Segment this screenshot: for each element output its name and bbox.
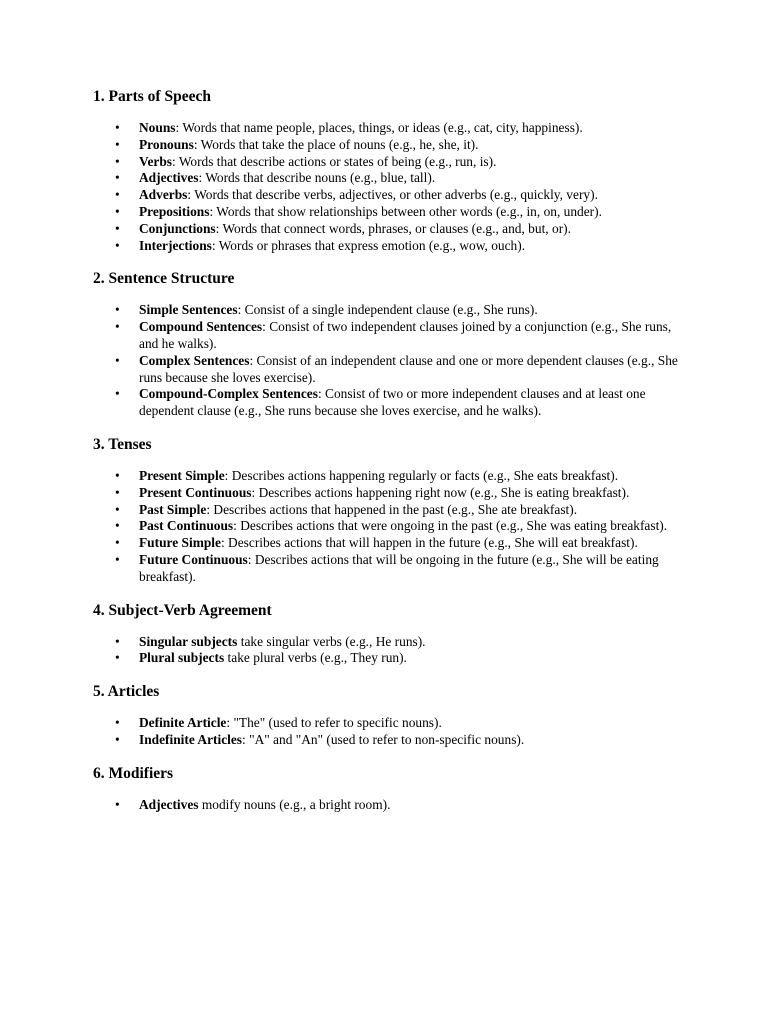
bullet-icon: •: [115, 352, 120, 368]
list-item: [115, 796, 683, 814]
list-item: [115, 650, 683, 667]
bullet-icon: •: [115, 136, 120, 152]
separator: :: [220, 535, 229, 551]
separator: :: [206, 501, 214, 517]
bullet-icon: •: [115, 220, 120, 236]
list-item: [115, 633, 683, 651]
section-sentence-structure: [93, 268, 683, 420]
term: Present Continuous: [139, 484, 252, 500]
definition: Describes actions that happened in the past (e.g., She ate breakfast).: [213, 501, 578, 517]
separator: :: [262, 319, 270, 335]
bullet-list: [93, 120, 683, 254]
definition: Consist of two or more independent clauses and at least one dependent clause (e.g., She runs because she loves exercise, and he walks).: [139, 386, 646, 419]
bullet-icon: •: [115, 633, 120, 649]
separator: :: [242, 731, 250, 747]
separator: :: [193, 136, 201, 152]
list-item: [115, 352, 683, 387]
list-item: [115, 535, 683, 552]
bullet-icon: •: [115, 650, 120, 666]
separator: :: [224, 467, 232, 483]
term: Definite Article: [139, 715, 227, 731]
bullet-list: [93, 634, 683, 668]
section-articles: [93, 681, 683, 749]
list-item: [115, 731, 683, 749]
bullet-icon: •: [115, 501, 120, 517]
bullet-icon: •: [115, 715, 120, 731]
section-heading: 5. Articles: [93, 683, 160, 701]
list-item: [115, 120, 683, 137]
term: Indefinite Articles: [139, 731, 243, 747]
definition: Words that describe nouns (e.g., blue, tall).: [205, 170, 436, 186]
bullet-icon: •: [115, 302, 120, 318]
list-item: [115, 484, 683, 502]
list-item: [115, 203, 683, 221]
definition: Words that take the place of nouns (e.g., he, she, it).: [200, 136, 479, 152]
definition: take singular verbs (e.g., He runs).: [240, 633, 426, 649]
definition: "The" (used to refer to specific nouns).: [233, 715, 442, 731]
bullet-icon: •: [115, 203, 120, 219]
definition: Consist of a single independent clause (e.g., She runs).: [244, 302, 538, 318]
definition: Describes actions that will happen in the future (e.g., She will eat breakfast).: [228, 535, 638, 551]
list-item: [115, 136, 683, 154]
definition: Describes actions happening regularly or facts (e.g., She eats breakfast).: [231, 467, 619, 483]
definition: Words that name people, places, things, or ideas (e.g., cat, city, happiness).: [182, 120, 583, 135]
separator: :: [247, 551, 255, 567]
list-item: [115, 319, 683, 353]
separator: :: [187, 187, 195, 203]
list-item: [115, 386, 683, 420]
definition: Words that show relationships between other words (e.g., in, on, under).: [216, 203, 602, 219]
definition: Words that describe verbs, adjectives, or other adverbs (e.g., quickly, very).: [194, 187, 598, 203]
definition: Describes actions that will be ongoing in the future (e.g., She will be eating breakfast).: [139, 551, 659, 584]
term: Adjectives: [139, 796, 199, 812]
bullet-icon: •: [115, 386, 120, 402]
section-heading: 4. Subject-Verb Agreement: [93, 601, 272, 619]
list-item: [115, 170, 683, 187]
term: Adjectives: [139, 170, 199, 186]
section-heading: 2. Sentence Structure: [93, 270, 235, 288]
bullet-icon: •: [115, 518, 120, 534]
term: Compound Sentences: [139, 319, 263, 335]
definition: Consist of an independent clause and one or more dependent clauses (e.g., She runs because she loves exercise).: [139, 352, 678, 385]
separator: :: [172, 153, 179, 169]
section-heading: 6. Modifiers: [93, 764, 174, 782]
separator: :: [237, 302, 245, 318]
separator: :: [317, 386, 326, 402]
list-item: [115, 302, 683, 319]
term: Future Simple: [139, 535, 221, 551]
term: Singular subjects: [139, 633, 238, 649]
section-heading: 1. Parts of Speech: [93, 88, 211, 105]
bullet-icon: •: [115, 551, 120, 567]
bullet-icon: •: [115, 120, 120, 135]
separator: :: [233, 518, 241, 534]
definition: Words that connect words, phrases, or clauses (e.g., and, but, or).: [222, 220, 571, 236]
separator: :: [198, 170, 206, 186]
bullet-icon: •: [115, 187, 120, 203]
list-item: [115, 467, 683, 485]
bullet-icon: •: [115, 170, 120, 186]
bullet-icon: •: [115, 319, 120, 335]
term: Nouns: [139, 120, 176, 135]
term: Conjunctions: [139, 220, 216, 236]
definition: take plural verbs (e.g., They run).: [227, 650, 407, 666]
bullet-icon: •: [115, 731, 120, 747]
bullet-list: [93, 302, 683, 420]
list-item: [115, 551, 683, 586]
term: Present Simple: [139, 467, 225, 483]
definition: Describes actions that were ongoing in the past (e.g., She was eating breakfast).: [240, 518, 668, 534]
definition: Consist of two independent clauses joined by a conjunction (e.g., She runs, and he walks).: [139, 319, 672, 351]
list-item: [115, 715, 683, 732]
definition: Words or phrases that express emotion (e.g., wow, ouch).: [218, 237, 526, 253]
separator: :: [215, 220, 223, 236]
term: Verbs: [139, 153, 172, 169]
term: Compound-Complex Sentences: [139, 386, 318, 402]
bullet-list: [93, 797, 683, 814]
bullet-icon: •: [115, 153, 120, 169]
term: Past Simple: [139, 501, 207, 517]
term: Future Continuous: [139, 551, 248, 567]
list-item: [115, 187, 683, 204]
list-item: [115, 237, 683, 255]
separator: :: [175, 120, 183, 135]
list-item: [115, 153, 683, 171]
separator: :: [251, 484, 259, 500]
term: Pronouns: [139, 136, 194, 152]
definition: "A" and "An" (used to refer to non-specific nouns).: [249, 731, 525, 747]
bullet-icon: •: [115, 535, 120, 551]
term: Plural subjects: [139, 650, 225, 666]
bullet-icon: •: [115, 796, 120, 812]
list-item: [115, 501, 683, 519]
section-parts-of-speech: [93, 86, 683, 254]
document-body: [93, 86, 683, 828]
definition: Words that describe actions or states of being (e.g., run, is).: [178, 153, 497, 169]
separator: :: [226, 715, 234, 731]
definition: modify nouns (e.g., a bright room).: [201, 796, 391, 812]
bullet-icon: •: [115, 467, 120, 483]
term: Prepositions: [139, 203, 210, 219]
separator: :: [209, 203, 217, 219]
term: Complex Sentences: [139, 352, 250, 368]
term: Past Continuous: [139, 518, 234, 534]
term: Simple Sentences: [139, 302, 238, 318]
bullet-icon: •: [115, 237, 120, 253]
list-item: [115, 518, 683, 535]
list-item: [115, 220, 683, 238]
term: Adverbs: [139, 187, 188, 203]
definition: Describes actions happening right now (e.g., She is eating breakfast).: [258, 484, 630, 500]
section-tenses: [93, 434, 683, 586]
bullet-list: [93, 715, 683, 749]
section-heading: 3. Tenses: [93, 435, 152, 453]
separator: :: [249, 352, 257, 368]
section-subject-verb-agreement: [93, 600, 683, 668]
section-modifiers: [93, 763, 683, 814]
bullet-icon: •: [115, 484, 120, 500]
term: Interjections: [139, 237, 212, 253]
separator: :: [211, 237, 219, 253]
bullet-list: [93, 468, 683, 586]
